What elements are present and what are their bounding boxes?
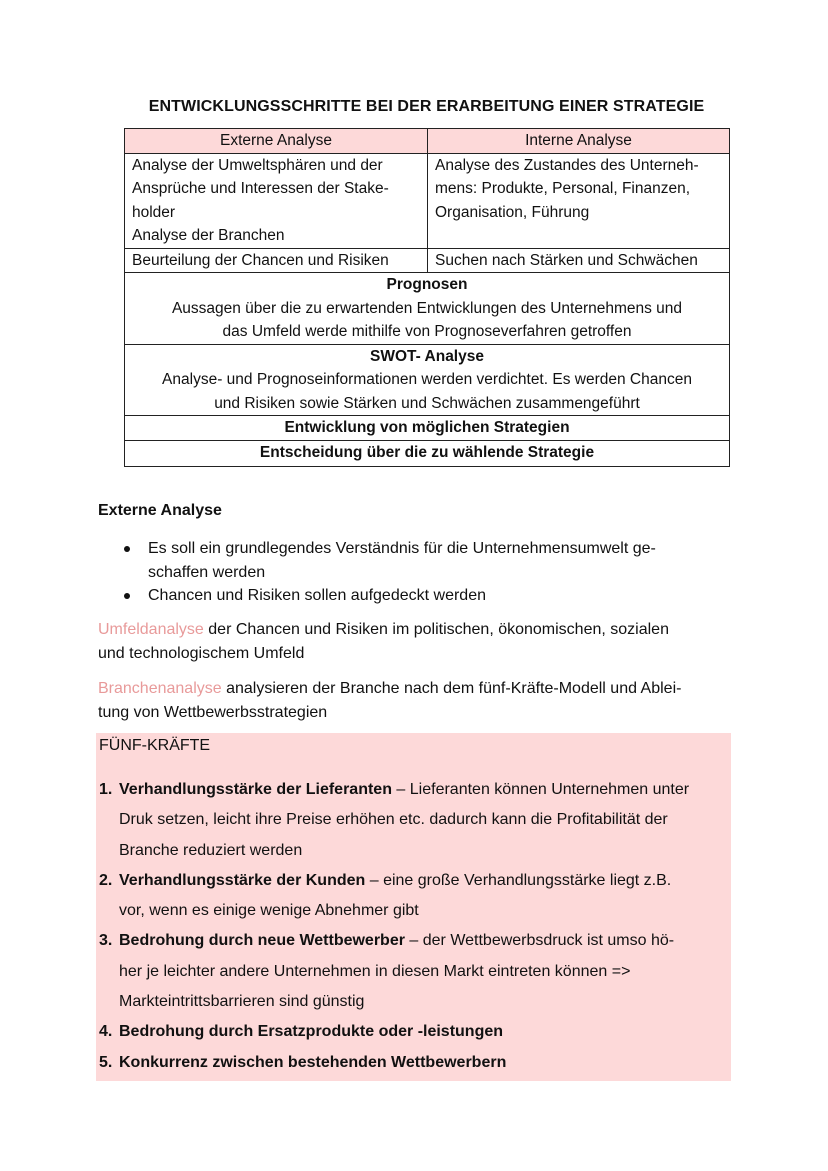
item-bold: Verhandlungsstärke der Lieferanten <box>119 781 392 798</box>
swot-title: SWOT- Analyse <box>370 347 484 365</box>
paragraph-line <box>98 677 728 701</box>
header-externe: Externe Analyse <box>125 129 428 154</box>
paragraph-line: tung von Wettbewerbsstrategien <box>98 703 328 721</box>
item-bold: Bedrohung durch neue Wettbewerber <box>119 932 405 950</box>
externe-analyse-heading: Externe Analyse <box>98 502 222 519</box>
item-number: 3. <box>99 932 113 950</box>
item-line: Markteintrittsbarrieren sind günstig <box>119 993 365 1011</box>
item-number: 2. <box>99 871 113 889</box>
table-row <box>125 153 730 248</box>
item-line <box>119 775 729 805</box>
cell-interne-analyse <box>428 153 730 248</box>
item-line <box>119 926 729 956</box>
table-row <box>125 248 730 273</box>
cell-prognosen <box>125 273 730 345</box>
paragraph-line: und technologischem Umfeld <box>98 644 305 662</box>
table-row <box>125 344 730 416</box>
externe-bullet-list <box>98 537 718 608</box>
item-line: Druk setzen, leicht ihre Preise erhöhen etc. dadurch kann die Profitabilität der <box>119 811 668 829</box>
item-text: – eine große Verhandlungsstärke liegt z.B. <box>365 871 672 889</box>
bullet-line: Es soll ein grundlegendes Verständnis für die Unternehmensumwelt ge- <box>148 540 656 557</box>
item-text: – der Wettbewerbsdruck ist umso hö- <box>404 932 675 950</box>
bullet-icon <box>124 546 130 552</box>
item-line <box>119 1048 729 1078</box>
item-line: her je leichter andere Unternehmen in diesen Markt eintreten können => <box>119 962 631 980</box>
item-bold: Verhandlungsstärke der Kunden <box>119 871 366 889</box>
cell-line: Analyse der Umweltsphären und der <box>132 156 383 174</box>
cell-decision: Entscheidung über die zu wählende Strategie <box>125 440 730 467</box>
bullet-line: schaffen werden <box>148 563 266 581</box>
table-row <box>125 416 730 441</box>
cell-strategies: Entwicklung von möglichen Strategien <box>125 416 730 441</box>
table-header-row <box>125 129 730 154</box>
umfeld-term: Umfeldanalyse <box>98 621 204 638</box>
bullet-line: Chancen und Risiken sollen aufgedeckt werden <box>148 587 486 604</box>
table-row <box>125 440 730 467</box>
list-item <box>99 926 729 1017</box>
cell-line: Analyse- und Prognoseinformationen werden verdichtet. Es werden Chancen <box>162 371 692 388</box>
cell-line: Analyse der Branchen <box>132 227 285 244</box>
item-line: vor, wenn es einige wenige Abnehmer gibt <box>119 902 419 920</box>
header-interne: Interne Analyse <box>428 129 730 154</box>
cell-chancen-risiken: Beurteilung der Chancen und Risiken <box>125 248 428 273</box>
list-item <box>99 866 729 927</box>
item-line <box>119 1017 729 1047</box>
branchen-paragraph <box>98 677 728 724</box>
cell-line: Analyse des Zustandes des Unterneh- <box>435 156 699 174</box>
fuenf-kraefte-box <box>96 733 731 1081</box>
list-item <box>99 1017 729 1047</box>
cell-line: das Umfeld werde mithilfe von Prognoseverfahren getroffen <box>222 323 632 340</box>
branchen-term: Branchenanalyse <box>98 680 222 697</box>
fuenf-kraefte-title: FÜNF-KRÄFTE <box>99 737 211 754</box>
umfeld-paragraph <box>98 618 728 665</box>
item-text: – Lieferanten können Unternehmen unter <box>391 781 690 798</box>
list-item <box>98 537 718 584</box>
item-line: Branche reduziert werden <box>119 841 303 859</box>
item-number: 4. <box>99 1023 113 1041</box>
cell-line: Organisation, Führung <box>435 203 590 221</box>
cell-line: Aussagen über die zu erwartenden Entwicklungen des Unternehmens und <box>171 299 683 317</box>
list-item <box>99 1048 729 1078</box>
cell-line: mens: Produkte, Personal, Finanzen, <box>435 180 691 197</box>
cell-line: holder <box>132 203 176 221</box>
fuenf-kraefte-list <box>99 775 729 1078</box>
paragraph-line <box>98 618 728 642</box>
page-title: ENTWICKLUNGSSCHRITTE BEI DER ERARBEITUNG EINER STRATEGIE <box>148 98 705 115</box>
cell-line: Ansprüche und Interessen der Stake- <box>132 180 389 197</box>
list-item <box>99 775 729 866</box>
prognosen-title: Prognosen <box>386 276 468 293</box>
item-bold: Bedrohung durch Ersatzprodukte oder -leistungen <box>119 1023 504 1041</box>
branchen-text: analysieren der Branche nach dem fünf-Kräfte-Modell und Ablei- <box>221 680 682 697</box>
cell-swot <box>125 344 730 416</box>
bullet-icon <box>124 593 130 599</box>
cell-externe-analyse <box>125 153 428 248</box>
cell-staerken-schwaechen: Suchen nach Stärken und Schwächen <box>428 248 730 273</box>
umfeld-text: der Chancen und Risiken im politischen, ökonomischen, sozialen <box>203 621 669 638</box>
strategy-steps-table <box>124 128 730 467</box>
item-line <box>119 866 729 896</box>
list-item <box>98 584 718 608</box>
table-row <box>125 273 730 345</box>
cell-line: und Risiken sowie Stärken und Schwächen zusammengeführt <box>214 394 640 412</box>
item-number: 1. <box>99 781 113 798</box>
item-number: 5. <box>99 1053 113 1071</box>
item-bold: Konkurrenz zwischen bestehenden Wettbewerbern <box>119 1053 507 1071</box>
